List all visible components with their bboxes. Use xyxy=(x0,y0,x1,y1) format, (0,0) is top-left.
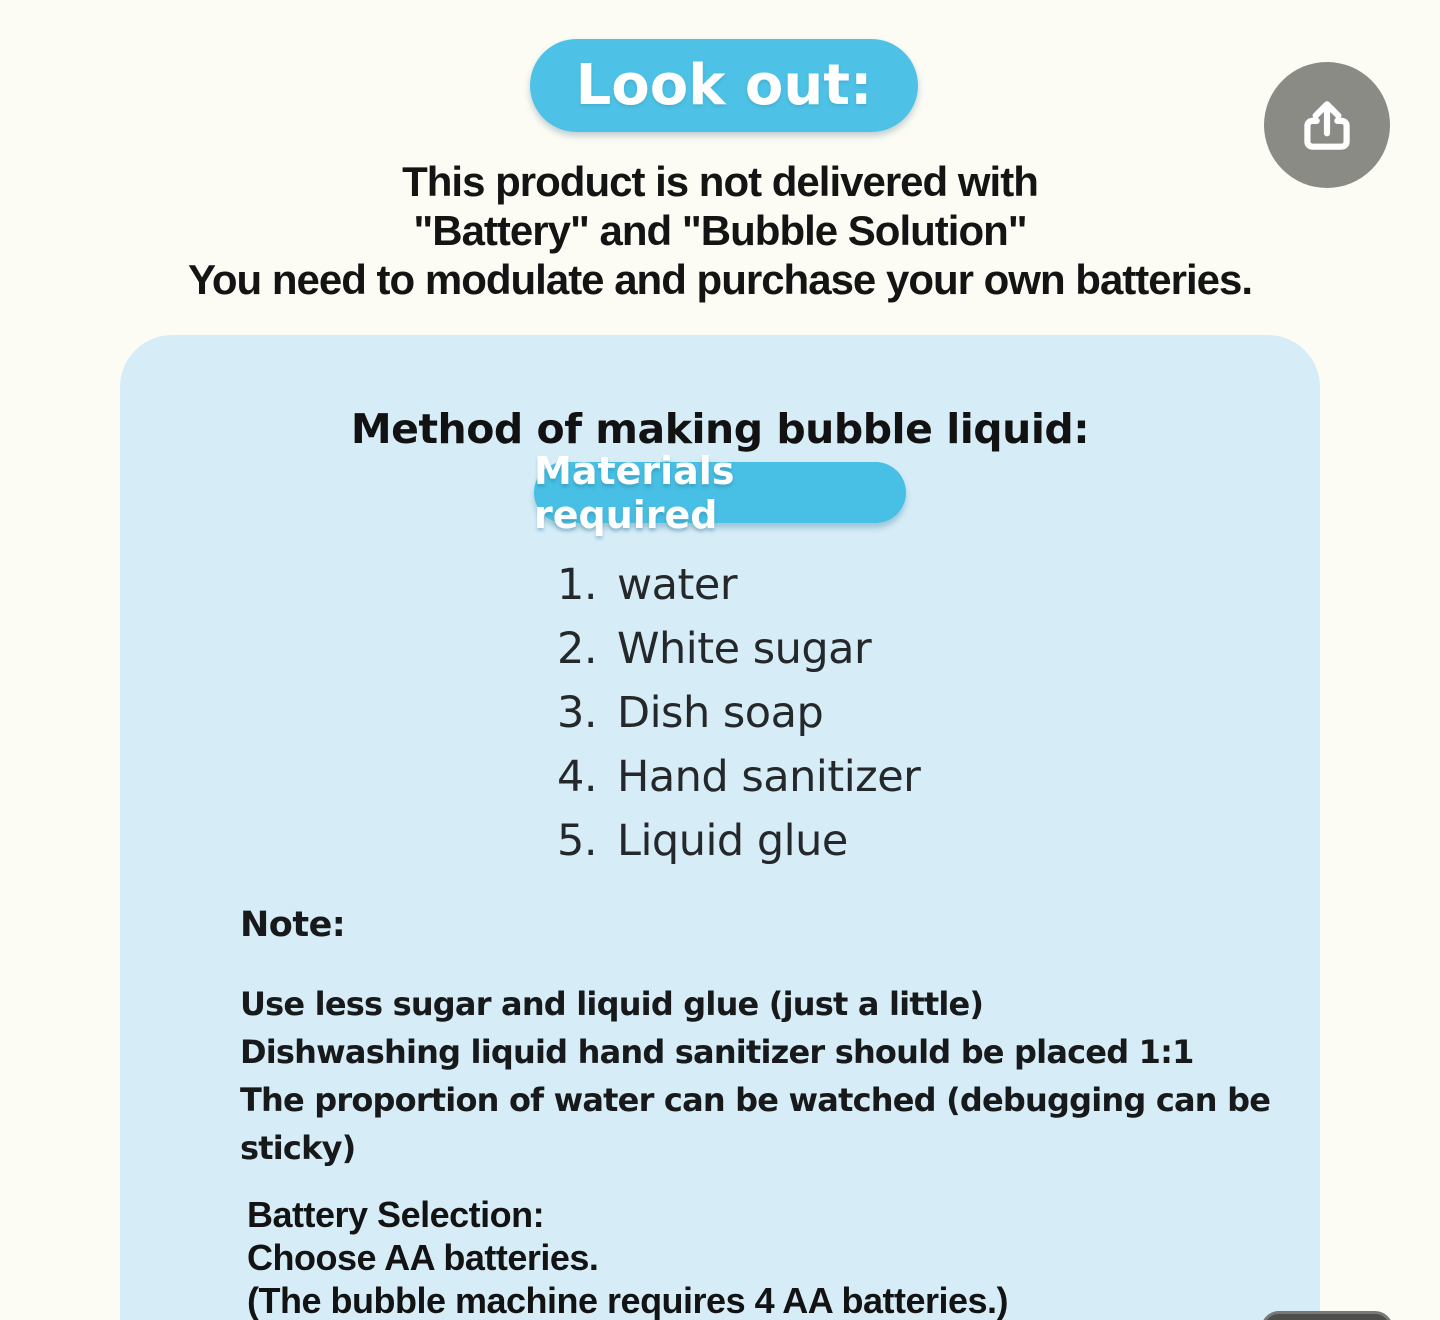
materials-list xyxy=(557,553,920,873)
list-item-number: 2. xyxy=(557,624,598,674)
warning-line-1: This product is not delivered with xyxy=(402,158,1038,205)
list-item-number: 1. xyxy=(557,560,598,610)
materials-required-label: Materials required xyxy=(534,448,735,537)
list-item xyxy=(557,617,920,681)
list-item xyxy=(557,553,920,617)
instructions-card xyxy=(120,335,1320,1320)
list-item-number: 3. xyxy=(557,688,598,738)
list-item-label: Hand sanitizer xyxy=(617,752,921,802)
list-item-label: Dish soap xyxy=(617,688,824,738)
bottom-overlay-pill[interactable] xyxy=(1261,1311,1393,1320)
note-title: Note: xyxy=(240,905,346,945)
note-line-1: Use less sugar and liquid glue (just a little) xyxy=(240,985,984,1023)
warning-text xyxy=(0,157,1440,304)
battery-section xyxy=(247,1193,1008,1320)
list-item-label: Liquid glue xyxy=(617,816,848,866)
look-out-badge xyxy=(530,39,918,132)
note-line-3: The proportion of water can be watched (debugging can be sticky) xyxy=(240,1081,1271,1167)
warning-line-2: "Battery" and "Bubble Solution" xyxy=(413,207,1027,254)
list-item-number: 4. xyxy=(557,752,598,802)
card-title: Method of making bubble liquid: xyxy=(350,405,1090,453)
battery-title: Battery Selection: xyxy=(247,1194,545,1235)
list-item xyxy=(557,745,920,809)
battery-line-2: (The bubble machine requires 4 AA batteries.) xyxy=(247,1280,1009,1320)
note-line-2: Dishwashing liquid hand sanitizer should be placed 1:1 xyxy=(240,1033,1194,1071)
share-icon xyxy=(1294,92,1360,158)
note-section xyxy=(240,905,1320,1172)
list-item xyxy=(557,809,920,873)
look-out-badge-label: Look out: xyxy=(575,53,873,118)
list-item-label: White sugar xyxy=(617,624,872,674)
list-item xyxy=(557,681,920,745)
battery-line-1: Choose AA batteries. xyxy=(247,1237,599,1278)
materials-required-badge xyxy=(534,448,906,537)
warning-line-3: You need to modulate and purchase your own batteries. xyxy=(187,256,1253,303)
list-item-label: water xyxy=(617,560,738,610)
list-item-number: 5. xyxy=(557,816,598,866)
